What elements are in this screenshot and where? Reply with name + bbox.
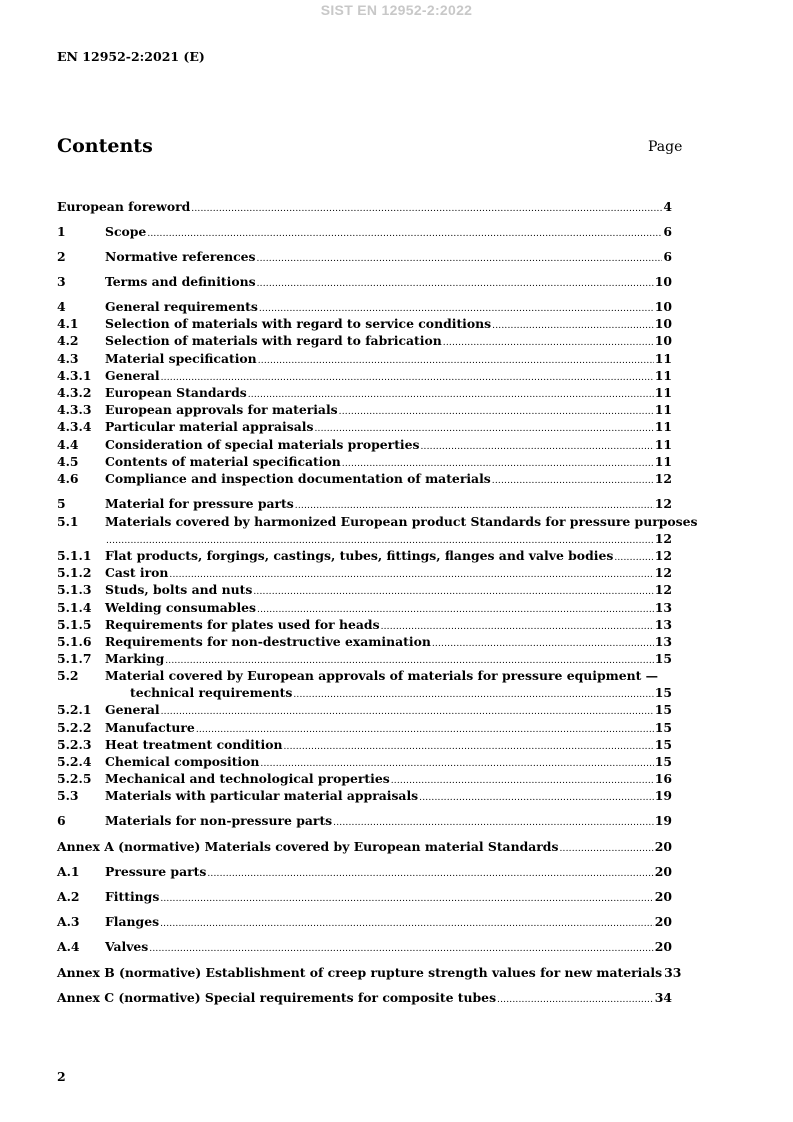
toc-number: 5.2 [57,668,79,683]
toc-title: General [105,368,160,383]
toc-number: A.3 [57,914,80,929]
page-number: 2 [57,1069,66,1084]
toc-entry[interactable] [57,299,672,315]
toc-leader [248,387,654,403]
toc-leader [147,226,662,242]
toc-page: 12 [654,471,672,486]
toc-title: Flat products, forgings, castings, tubes, fittings, flanges and valve bodies [105,548,614,563]
toc-leader [160,916,654,932]
toc-leader [419,790,654,806]
toc-entry[interactable] [57,788,672,804]
toc-page: 13 [654,617,672,632]
toc-page: 19 [654,788,672,803]
contents-title: Contents [57,135,153,157]
toc-entry[interactable] [57,471,672,487]
toc-entry[interactable] [57,600,672,616]
toc-leader [161,704,654,720]
toc-number: 4.4 [57,437,79,452]
toc-entry[interactable] [57,224,672,240]
toc-entry[interactable] [57,754,672,770]
toc-entry[interactable] [57,368,672,384]
toc-title: Particular material appraisals [105,419,314,434]
toc-title: General [105,702,160,717]
toc-title: European approvals for materials [105,402,338,417]
toc-entry[interactable] [57,914,672,930]
toc-entry[interactable] [57,385,672,401]
toc-number: 5.2.1 [57,702,92,717]
toc-entry[interactable] [57,274,672,290]
toc-title: Compliance and inspection documentation of materials [105,471,491,486]
toc-page: 13 [654,634,672,649]
toc-leader [169,567,653,583]
toc-leader [314,421,653,437]
toc-title: technical requirements [130,685,293,700]
toc-title: Material specification [105,351,257,366]
toc-leader [391,773,654,789]
toc-leader [492,473,654,489]
toc-entry[interactable] [57,668,672,684]
toc-leader [165,653,654,669]
toc-entry[interactable] [57,333,672,349]
toc-title: Annex B (normative) Establishment of creep rupture strength values for new materials [57,965,663,980]
toc-page: 12 [654,496,672,511]
toc-number: 5.3 [57,788,79,803]
toc-leader [339,404,654,420]
toc-page: 20 [654,839,672,854]
toc-page: 6 [663,249,672,264]
toc-number: 4.2 [57,333,79,348]
toc-page: 11 [654,419,672,434]
toc-page: 20 [654,864,672,879]
toc-number: 4.3.1 [57,368,92,383]
toc-leader [333,815,654,831]
toc-leader [207,866,653,882]
toc-leader [196,722,654,738]
toc-number: 5.2.5 [57,771,92,786]
toc-entry[interactable] [57,720,672,736]
toc-entry[interactable] [57,454,672,470]
toc-leader [257,251,663,267]
toc-entry[interactable] [57,582,672,598]
toc-page: 10 [654,274,672,289]
toc-leader [342,456,654,472]
toc-title: Normative references [105,249,256,264]
toc-page: 4 [663,199,672,214]
toc-number: 5.1.5 [57,617,92,632]
toc-title: Terms and definitions [105,274,256,289]
toc-number: 4.1 [57,316,79,331]
toc-title: Contents of material specification [105,454,341,469]
toc-number: A.2 [57,889,80,904]
toc-page: 16 [654,771,672,786]
toc-title: Cast iron [105,565,169,580]
toc-page: 12 [654,582,672,597]
toc-number: 5.1.4 [57,600,92,615]
toc-page: 10 [654,316,672,331]
toc-title: Material for pressure parts [105,496,294,511]
toc-title: Manufacture [105,720,195,735]
toc-entry-continuation[interactable] [57,685,672,701]
toc-leader [260,756,653,772]
toc-number: 5.1.1 [57,548,92,563]
toc-title: Requirements for plates used for heads [105,617,380,632]
toc-entry[interactable] [57,771,672,787]
toc-number: 5 [57,496,66,511]
toc-entry[interactable] [57,351,672,367]
toc-number: 1 [57,224,66,239]
toc-leader [253,584,653,600]
toc-entry-annex-a[interactable] [57,839,672,855]
toc-title: Materials for non-pressure parts [105,813,333,828]
toc-leader [432,636,654,652]
toc-number: 4.6 [57,471,79,486]
toc-entry-annex-c[interactable] [57,990,672,1006]
toc-leader [259,301,654,317]
document-id: EN 12952-2:2021 (E) [57,49,205,64]
toc-title: Marking [105,651,165,666]
toc-page: 11 [654,368,672,383]
toc-leader [257,276,654,292]
toc-entry[interactable] [57,864,672,880]
toc-page: 11 [654,385,672,400]
toc-leader [106,533,654,549]
toc-entry[interactable] [57,565,672,581]
toc-title: Fittings [105,889,160,904]
toc-page: 6 [663,224,672,239]
toc-leader [497,992,654,1008]
toc-title: Selection of materials with regard to fabrication [105,333,442,348]
toc-leader [492,318,654,334]
toc-number: 4 [57,299,66,314]
toc-entry[interactable] [57,402,672,418]
toc-leader [559,841,653,857]
toc-title: Consideration of special materials properties [105,437,420,452]
toc-title: Chemical composition [105,754,260,769]
toc-number: 5.1.2 [57,565,92,580]
toc-number: 2 [57,249,66,264]
toc-entry[interactable] [57,737,672,753]
toc-page: 10 [654,299,672,314]
toc-leader [295,498,654,514]
toc-number: A.4 [57,939,80,954]
toc-entry[interactable] [57,437,672,453]
toc-title: Heat treatment condition [105,737,283,752]
toc-number: 5.1.6 [57,634,92,649]
toc-entry[interactable] [57,548,672,564]
toc-page: 20 [654,939,672,954]
toc-leader [160,891,653,907]
toc-page: 10 [654,333,672,348]
toc-number: 5.2.3 [57,737,92,752]
toc-page: 15 [654,685,672,700]
toc-title: European Standards [105,385,247,400]
toc-page: 19 [654,813,672,828]
toc-number: 4.3.3 [57,402,92,417]
toc-page: 12 [654,548,672,563]
toc-entry[interactable] [57,316,672,332]
toc-leader [443,335,654,351]
toc-title: Requirements for non-destructive examination [105,634,431,649]
toc-entry[interactable] [57,419,672,435]
toc-number: 5.1 [57,514,79,529]
toc-page: 15 [654,720,672,735]
toc-entry[interactable] [57,813,672,829]
toc-page: 15 [654,702,672,717]
toc-page: 15 [654,651,672,666]
toc-page: 11 [654,454,672,469]
toc-entry[interactable] [57,889,672,905]
toc-leader [257,602,654,618]
toc-title: Flanges [105,914,160,929]
toc-number: 5.2.2 [57,720,92,735]
toc-title: Welding consumables [105,600,257,615]
toc-page: 34 [654,990,672,1005]
toc-leader [614,550,653,566]
toc-page: 15 [654,754,672,769]
toc-page: 20 [654,889,672,904]
toc-leader [258,353,654,369]
toc-leader [421,439,654,455]
toc-title: Scope [105,224,147,239]
toc-page: 15 [654,737,672,752]
toc-entry[interactable] [57,617,672,633]
toc-entry[interactable] [57,634,672,650]
toc-entry[interactable] [57,939,672,955]
toc-entry-annex-b[interactable] [57,965,682,981]
toc-page: 33 [664,965,682,980]
toc-entry[interactable] [57,249,672,265]
toc-number: 5.2.4 [57,754,92,769]
toc-entry[interactable] [57,514,698,530]
toc-title: Materials covered by harmonized European product Standards for pressure purposes [105,514,698,529]
toc-title: Mechanical and technological properties [105,771,390,786]
toc-entry[interactable] [57,702,672,718]
toc-leader [161,370,654,386]
toc-title: Studs, bolts and nuts [105,582,253,597]
toc-entry[interactable] [57,496,672,512]
toc-page: 20 [654,914,672,929]
toc-number: 6 [57,813,66,828]
toc-leader [381,619,654,635]
toc-number: 5.1.3 [57,582,92,597]
toc-title: Material covered by European approvals of materials for pressure equipment — [105,668,659,683]
toc-title: General requirements [105,299,258,314]
toc-page: 12 [654,531,672,546]
toc-title: Materials with particular material appraisals [105,788,419,803]
toc-title: Annex A (normative) Materials covered by European material Standards [57,839,559,854]
toc-entry[interactable] [57,199,672,215]
toc-leader [293,687,653,703]
toc-number: 3 [57,274,66,289]
toc-page: 12 [654,565,672,580]
toc-leader [149,941,653,957]
toc-number: 4.3.4 [57,419,92,434]
toc-number: A.1 [57,864,80,879]
toc-leader [191,201,662,217]
toc-page: 13 [654,600,672,615]
toc-number: 4.3.2 [57,385,92,400]
page-column-label: Page [648,139,683,155]
toc-title: Pressure parts [105,864,207,879]
toc-number: 4.3 [57,351,79,366]
toc-number: 4.5 [57,454,79,469]
toc-entry-continuation[interactable] [57,531,672,547]
toc-page: 11 [654,351,672,366]
toc-page: 11 [654,402,672,417]
toc-title: Valves [105,939,149,954]
watermark: SIST EN 12952-2:2022 [320,2,473,18]
toc-entry[interactable] [57,651,672,667]
toc-leader [283,739,653,755]
toc-title: Annex C (normative) Special requirements for composite tubes [57,990,497,1005]
toc-title: European foreword [57,199,191,214]
toc-number: 5.1.7 [57,651,92,666]
toc-page: 11 [654,437,672,452]
toc-title: Selection of materials with regard to service conditions [105,316,492,331]
